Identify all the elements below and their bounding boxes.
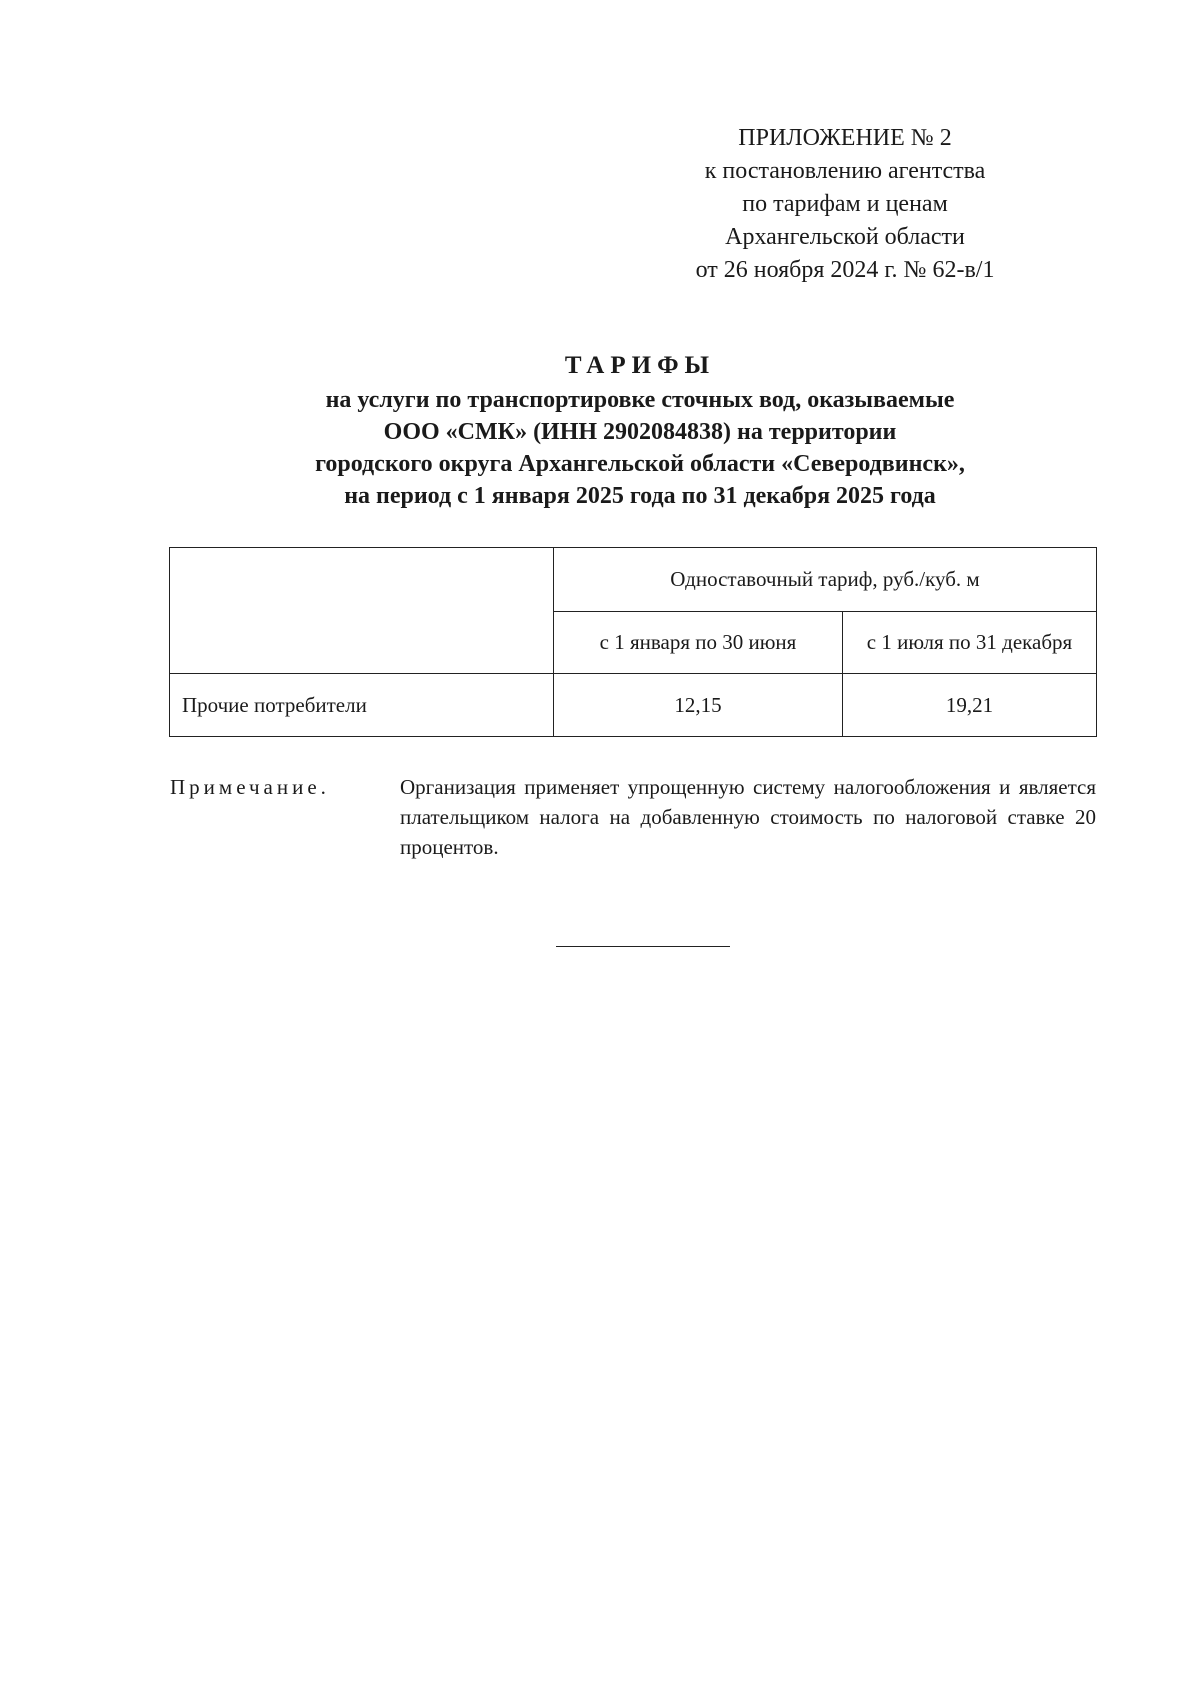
appendix-number: ПРИЛОЖЕНИЕ № 2 [738,125,952,151]
appendix-header [660,122,1030,287]
row-label: Прочие потребители [170,674,554,737]
tariff-value-first-half: 12,15 [554,674,843,737]
table-header-row [170,548,1097,612]
appendix-line: Архангельской области [725,224,965,250]
title-line: городского округа Архангельской области «Северодвинск», [315,451,965,477]
note-label: Примечание. [170,775,330,799]
appendix-line: к постановлению агентства [704,158,986,184]
title-line: ООО «СМК» (ИНН 2902084838) на территории [383,419,897,445]
title-heading: ТАРИФЫ [564,352,716,379]
column-header-first-half: с 1 января по 30 июня [554,612,843,674]
appendix-line: по тарифам и ценам [742,191,948,217]
table-header-group: Одноставочный тариф, руб./куб. м [554,548,1097,612]
appendix-date-number: от 26 ноября 2024 г. № 62-в/1 [695,257,995,283]
column-header-second-half: с 1 июля по 31 декабря [843,612,1097,674]
tariff-table [169,547,1097,737]
title-line: на услуги по транспортировке сточных вод, оказываемые [325,387,955,413]
end-separator-line [556,946,730,947]
table-corner-cell [170,548,554,674]
title-line: на период с 1 января 2025 года по 31 декабря 2025 года [344,483,936,509]
table-row [170,674,1097,737]
tariff-value-second-half: 19,21 [843,674,1097,737]
document-title [170,348,1110,512]
note-text: Организация применяет упрощенную систему налогообложения и является плательщиком налога на добавленную стоимость по налоговой ставке 20 процентов. [400,775,1096,859]
